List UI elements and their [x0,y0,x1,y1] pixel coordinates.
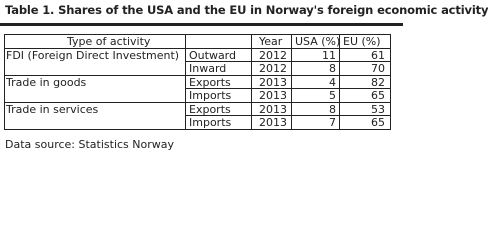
year-cell: 2013 [259,76,287,89]
table-title: Table 1. Shares of the USA and the EU in Norway's foreign economic activity [5,3,488,17]
year-cell: 2013 [259,103,287,116]
activity-cell: FDI (Foreign Direct Investment) [6,49,180,62]
usa-cell: 8 [329,62,336,75]
header-type-of-activity: Type of activity [67,35,151,48]
direction-cell: Outward [189,49,236,62]
eu-cell: 82 [371,76,385,89]
activity-cell: Trade in services [6,103,99,116]
usa-cell: 11 [322,49,336,62]
eu-cell: 61 [371,49,385,62]
direction-cell: Imports [189,116,232,129]
eu-cell: 53 [371,103,385,116]
direction-cell: Exports [189,76,231,89]
header-eu: EU (%) [343,35,381,48]
header-usa: USA (%) [295,35,341,48]
header-year: Year [259,35,283,48]
direction-cell: Inward [189,62,227,75]
data-source-note: Data source: Statistics Norway [5,138,175,151]
year-cell: 2013 [259,116,287,129]
year-cell: 2012 [259,62,287,75]
eu-cell: 70 [371,62,385,75]
eu-cell: 65 [371,116,385,129]
usa-cell: 5 [329,89,336,102]
direction-cell: Imports [189,89,232,102]
year-cell: 2013 [259,89,287,102]
data-table [4,34,391,130]
year-cell: 2012 [259,49,287,62]
title-rule [0,23,403,26]
activity-cell: Trade in goods [6,76,87,89]
usa-cell: 7 [329,116,336,129]
direction-cell: Exports [189,103,231,116]
eu-cell: 65 [371,89,385,102]
usa-cell: 4 [329,76,336,89]
usa-cell: 8 [329,103,336,116]
